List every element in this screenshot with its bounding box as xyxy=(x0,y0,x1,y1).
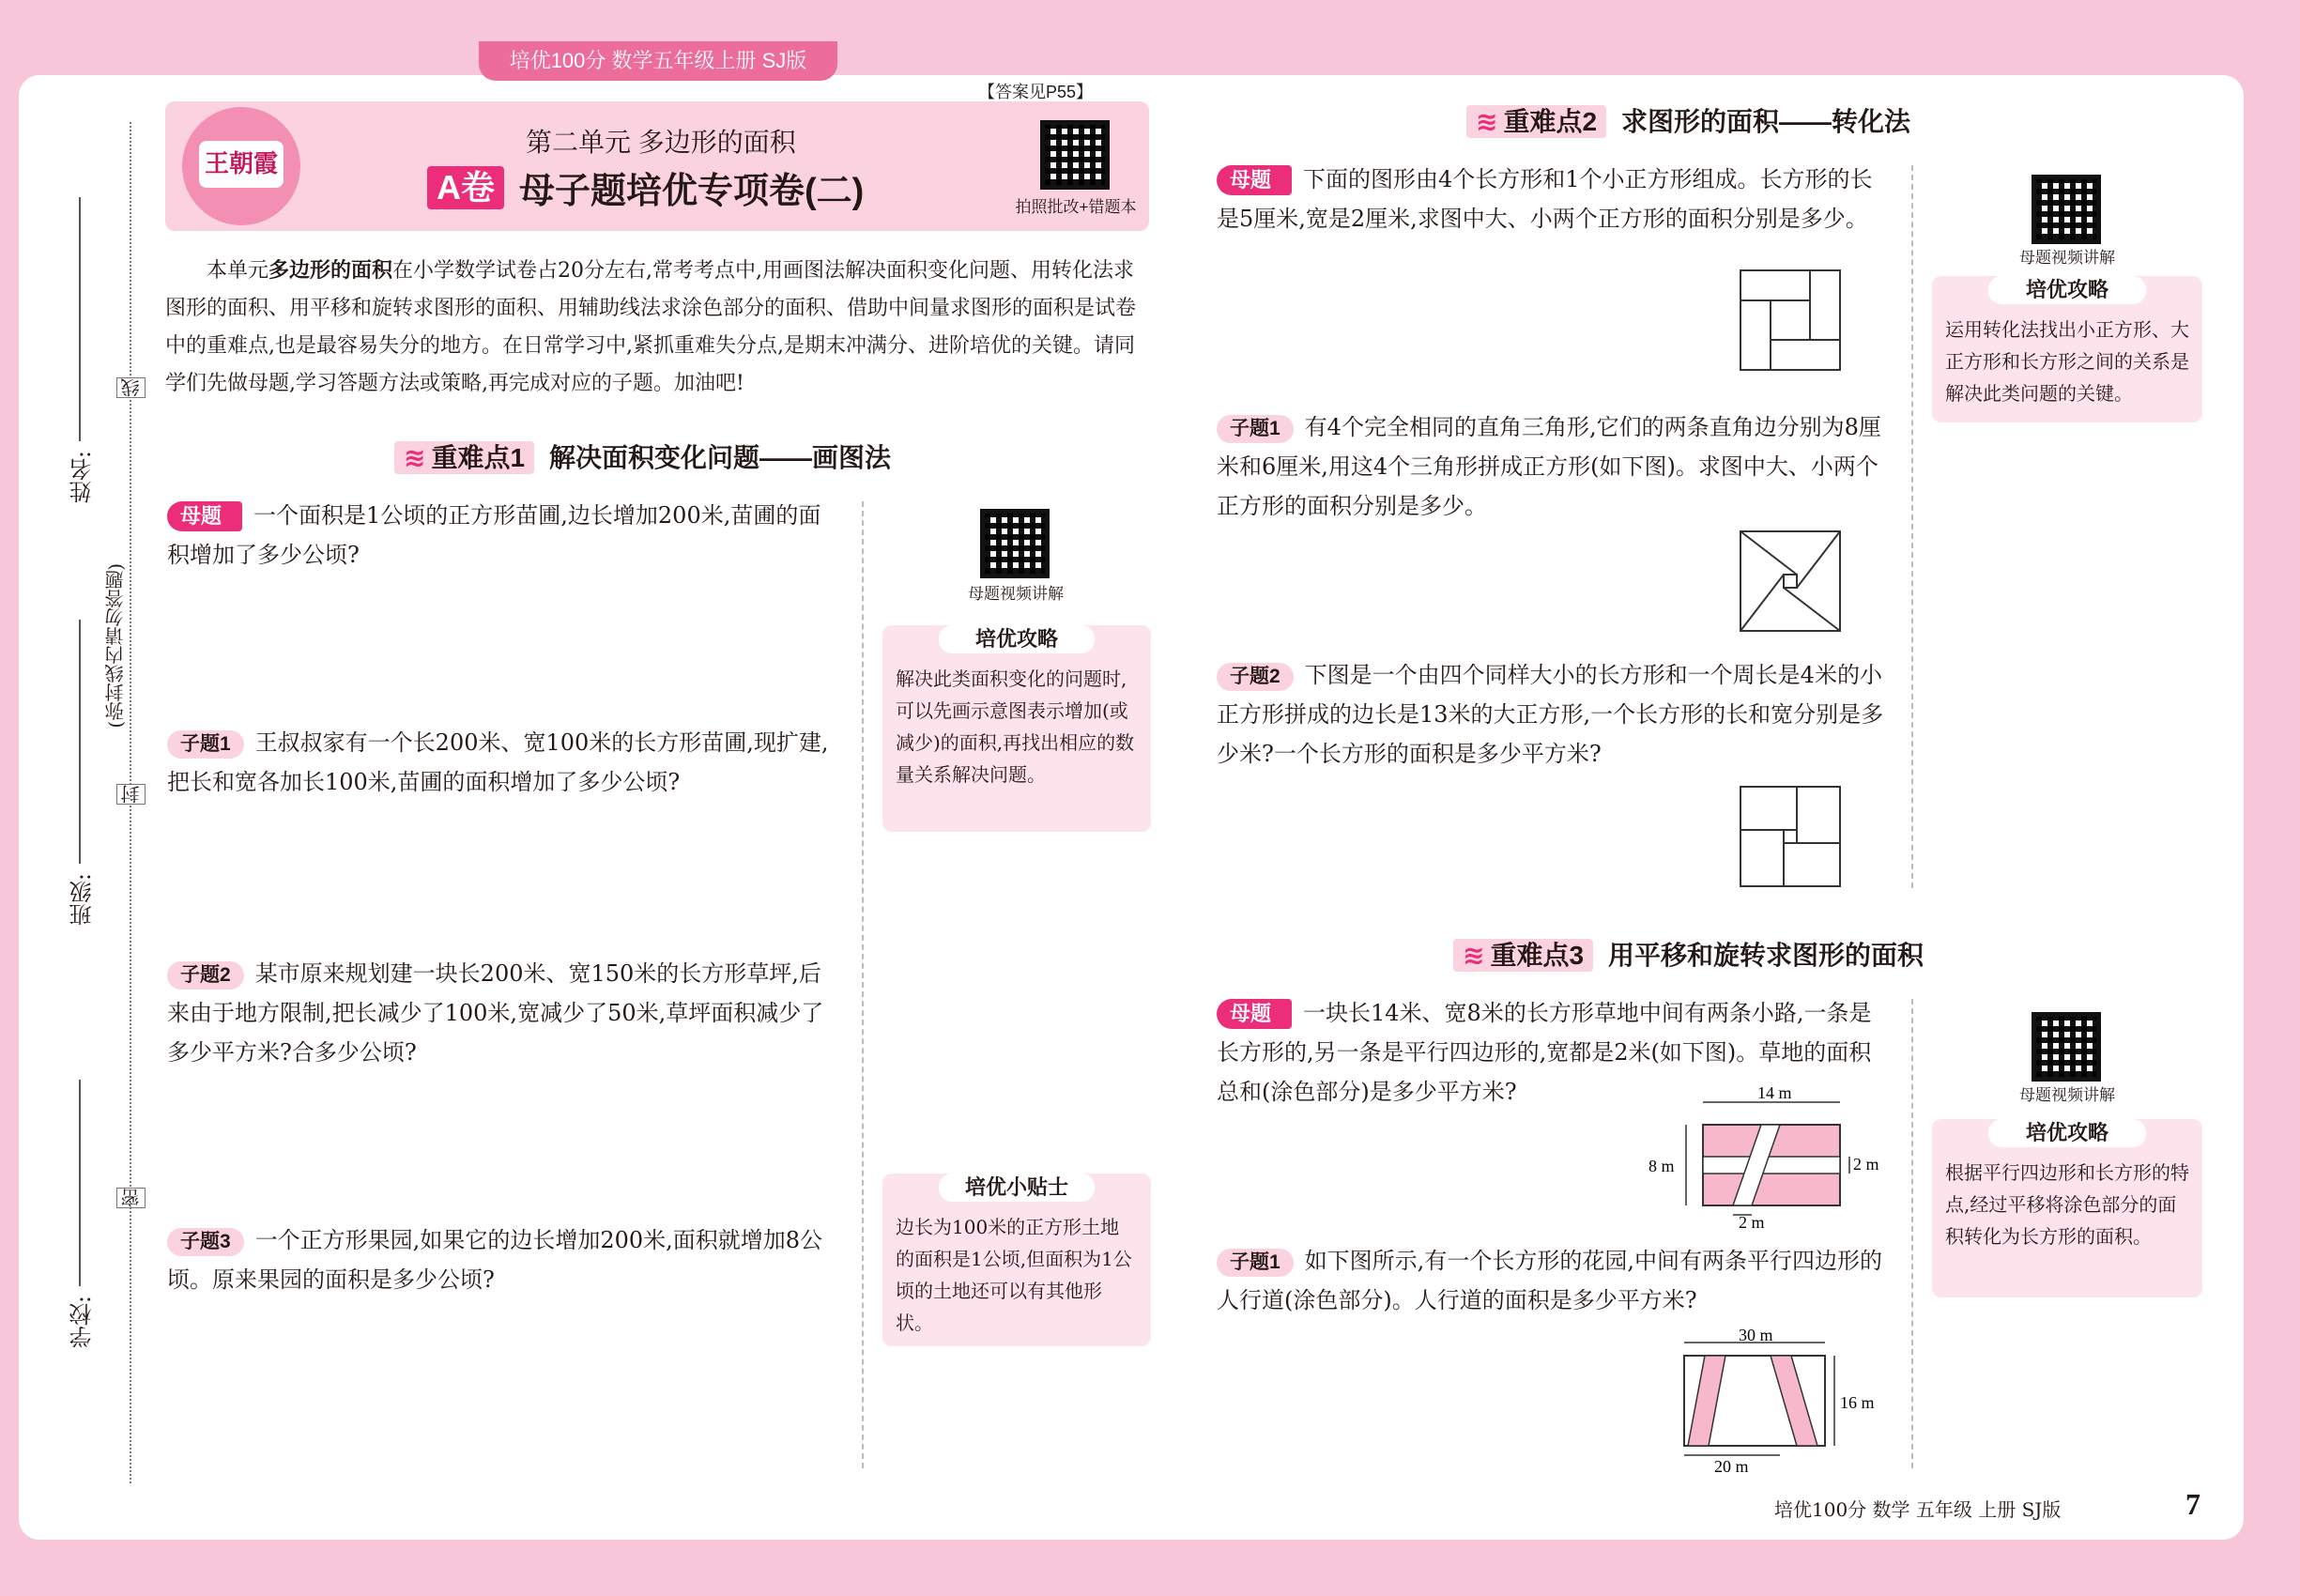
tip-box-2 xyxy=(882,1174,1151,1346)
sub-text: 某市原来规划建一块长200米、宽150米的长方形草坪,后来由于地方限制,把长减少了100米,宽减少了50米,草坪面积减少了多少平方米?合多少公顷? xyxy=(167,960,824,1066)
sub-tag: 子题2 xyxy=(1217,663,1294,691)
section3-key xyxy=(1453,939,1593,972)
fig4-right-label: 16 m xyxy=(1840,1393,1875,1412)
section1-sub1 xyxy=(167,723,843,802)
section2-heading xyxy=(1466,101,1910,139)
qr-code-icon[interactable] xyxy=(1040,120,1110,190)
section2-key-label: 重难点2 xyxy=(1503,107,1598,136)
sub-tag: 子题1 xyxy=(167,730,244,759)
mother-text: 一个面积是1公顷的正方形苗圃,边长增加200米,苗圃的面积增加了多少公顷? xyxy=(167,502,821,568)
intro-after: 在小学数学试卷占20分左右,常考考点中,用画图法解决面积变化问题、用转化法求图形的面积、用平移和旋转求图形的面积、用辅助线法求涂色部分的面积、借助中间量求图形的面积是试卷中的重难点,也是最容易失分的地方。在日常学习中,紧抓重难失分点,是期末冲满分、进阶培优的关键。请同学们先做母题,学习答题方法或策略,再完成对应的子题。加油吧! xyxy=(165,259,1137,395)
tip-body: 根据平行四边形和长方形的特点,经过平移将涂色部分的面积转化为长方形的面积。 xyxy=(1945,1161,2189,1248)
section3-key-label: 重难点3 xyxy=(1490,941,1585,970)
mother-tag: 母题 xyxy=(1217,165,1292,195)
fig4-top-label: 30 m xyxy=(1739,1326,1773,1344)
school-label: 学校: xyxy=(69,1296,96,1349)
tip-title: 培优小贴士 xyxy=(939,1174,1095,1202)
section1-heading xyxy=(394,437,891,475)
close-mark: 密 xyxy=(116,1188,146,1208)
tip-box xyxy=(882,625,1151,832)
column-divider xyxy=(862,501,864,1468)
wave-icon: ≋ xyxy=(404,443,426,472)
top-tab: 培优100分 数学五年级上册 SJ版 xyxy=(479,41,837,81)
intro-bold: 多边形的面积 xyxy=(268,258,393,283)
figure-squares-2 xyxy=(1739,785,1842,888)
name-label: 姓名: xyxy=(69,451,96,504)
column-divider xyxy=(1911,165,1913,888)
binding-notice: (弥封线内请勿答题) xyxy=(104,563,127,729)
qr-code-icon[interactable] xyxy=(980,509,1050,578)
fig3-bottom-label: 2 m xyxy=(1739,1213,1765,1232)
page-number: 7 xyxy=(2185,1487,2200,1521)
section3-title: 用平移和旋转求图形的面积 xyxy=(1608,941,1924,970)
figure-paths xyxy=(1648,1083,1879,1232)
section2-mother xyxy=(1217,160,1893,238)
section3-sub1 xyxy=(1217,1241,1893,1320)
sub-text: 王叔叔家有一个长200米、宽100米的长方形苗圃,现扩建,把长和宽各加长100米,苗圃的面积增加了多少公顷? xyxy=(167,729,829,795)
tip-body: 边长为100米的正方形土地的面积是1公顷,但面积为1公顷的土地还可以有其他形状。 xyxy=(896,1216,1132,1334)
unit-title: 第二单元 多边形的面积 xyxy=(526,128,796,157)
class-label: 班级: xyxy=(69,873,96,927)
section2-key xyxy=(1466,105,1606,138)
fig4-bottom-label: 20 m xyxy=(1714,1457,1749,1476)
section1-sub3 xyxy=(167,1220,843,1299)
intro-before: 本单元 xyxy=(207,259,269,283)
section1-key-label: 重难点1 xyxy=(431,443,526,472)
tip-title: 培优攻略 xyxy=(939,625,1095,653)
section1-mother xyxy=(167,496,843,575)
seal-mark: 封 xyxy=(116,784,146,805)
sub-text: 一个正方形果园,如果它的边长增加200米,面积就增加8公顷。原来果园的面积是多少公顷? xyxy=(167,1227,823,1293)
qr-caption: 母题视频讲解 xyxy=(2019,1086,2115,1104)
tip-body: 解决此类面积变化的问题时,可以先画示意图表示增加(或减少)的面积,再找出相应的数量关系解决问题。 xyxy=(896,668,1135,786)
section1-sub2 xyxy=(167,954,843,1072)
fig3-left-label: 8 m xyxy=(1648,1157,1675,1175)
tip-box xyxy=(1932,1119,2202,1297)
qr-caption: 拍照批改+错题本 xyxy=(1015,198,1137,216)
tip-body: 运用转化法找出小正方形、大正方形和长方形之间的关系是解决此类问题的关键。 xyxy=(1945,318,2189,405)
mother-text: 下面的图形由4个长方形和1个小正方形组成。长方形的长是5厘米,宽是2厘米,求图中大、小两个正方形的面积分别是多少。 xyxy=(1217,166,1873,232)
mother-tag: 母题 xyxy=(167,501,242,531)
column-divider xyxy=(1911,999,1913,1468)
qr-caption: 母题视频讲解 xyxy=(968,585,1064,603)
paper-label: A卷 xyxy=(427,166,504,209)
mother-tag: 母题 xyxy=(1217,999,1292,1029)
sub-tag: 子题2 xyxy=(167,961,244,990)
mother-text: 一块长14米、宽8米的长方形草地中间有两条小路,一条是长方形的,另一条是平行四边形的,宽都是2米(如下图)。草地的面积总和(涂色部分)是多少平方米? xyxy=(1217,1000,1872,1105)
tip-box xyxy=(1932,276,2202,422)
fig3-right-label: 2 m xyxy=(1853,1155,1879,1174)
sub-text: 有4个完全相同的直角三角形,它们的两条直角边分别为8厘米和6厘米,用这4个三角形拼成正方形(如下图)。求图中大、小两个正方形的面积分别是多少。 xyxy=(1217,414,1881,519)
answer-reference: 【答案见P55】 xyxy=(978,83,1094,101)
qr-caption: 母题视频讲解 xyxy=(2019,249,2115,267)
wave-icon: ≋ xyxy=(1463,941,1485,970)
tip-title: 培优攻略 xyxy=(1988,1119,2146,1147)
sub-tag: 子题1 xyxy=(1217,1249,1294,1277)
sub-tag: 子题1 xyxy=(1217,415,1294,443)
figure-triangles xyxy=(1739,529,1842,633)
section2-sub2 xyxy=(1217,655,1893,774)
wave-icon: ≋ xyxy=(1476,107,1498,136)
sub-text: 下图是一个由四个同样大小的长方形和一个周长是4米的小正方形拼成的边长是13米的大正方形,一个长方形的长和宽分别是多少米?一个长方形的面积是多少平方米? xyxy=(1217,662,1884,767)
figure-squares-1 xyxy=(1739,269,1842,372)
class-line xyxy=(79,620,81,864)
section1-key xyxy=(394,441,534,474)
sub-tag: 子题3 xyxy=(167,1228,244,1256)
qr-code-icon[interactable] xyxy=(2032,1012,2101,1082)
fig3-top-label: 14 m xyxy=(1757,1083,1792,1102)
section3-heading xyxy=(1453,935,1924,973)
school-line xyxy=(79,1080,81,1286)
section2-title: 求图形的面积——转化法 xyxy=(1621,107,1911,136)
logo-text: 王朝霞 xyxy=(199,141,284,188)
qr-code-icon[interactable] xyxy=(2032,175,2101,244)
sub-text: 如下图所示,有一个长方形的花园,中间有两条平行四边形的人行道(涂色部分)。人行道的面积是多少平方米? xyxy=(1217,1248,1882,1313)
tip-title: 培优攻略 xyxy=(1988,276,2146,304)
name-line xyxy=(79,197,81,441)
section1-title: 解决面积变化问题——画图法 xyxy=(549,443,892,472)
line-mark: 线 xyxy=(116,377,146,398)
footer-text: 培优100分 数学 五年级 上册 SJ版 xyxy=(1774,1498,2062,1521)
figure-garden xyxy=(1667,1326,1875,1476)
intro-paragraph xyxy=(165,252,1149,403)
section2-sub1 xyxy=(1217,407,1893,526)
paper-title: 母子题培优专项卷(二) xyxy=(519,172,865,211)
paper-title-row xyxy=(427,161,864,213)
